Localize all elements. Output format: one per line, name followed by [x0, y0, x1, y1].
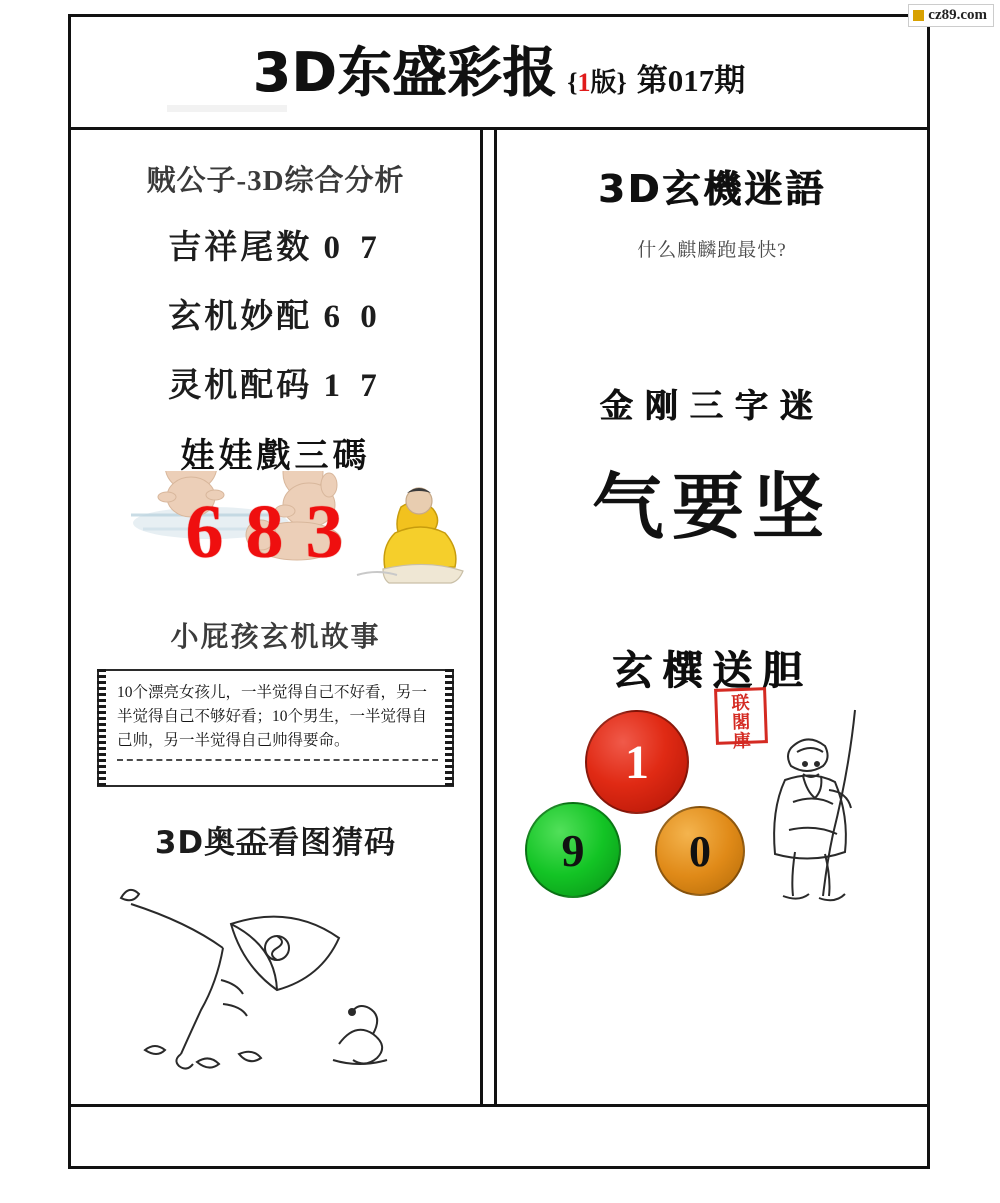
three-char-heading: 金刚三字迷	[599, 386, 825, 425]
ball-green: 9	[525, 802, 621, 898]
right-column	[497, 130, 927, 1104]
analysis-value-2: 6 0	[323, 299, 383, 335]
newspaper-page	[68, 14, 930, 1169]
story-box	[97, 669, 454, 787]
left-subtitle: 贼公子-3D综合分析	[146, 165, 405, 197]
watermark-square-icon	[913, 10, 924, 21]
version-badge	[567, 62, 627, 99]
riddle-heading: 3D玄機迷語	[598, 167, 826, 211]
column-gutter	[483, 130, 497, 1104]
guess-heading-b: 看图猜码	[268, 825, 397, 861]
version-number: 1	[577, 67, 591, 97]
seal-char-2: 閣	[731, 711, 751, 733]
analysis-row-1	[71, 221, 480, 268]
version-suffix: 版}	[590, 67, 627, 97]
seal-char-3: 庫	[732, 730, 752, 752]
version-prefix: {	[567, 67, 578, 97]
analysis-label-2: 玄机妙配	[168, 299, 313, 335]
dolls-heading: 娃娃戲三碼	[180, 436, 371, 476]
analysis-row-3	[71, 359, 480, 406]
riddle-illustration	[71, 864, 480, 1079]
dolls-numbers: 683	[185, 490, 366, 574]
ball-orange: 0	[655, 806, 745, 896]
page-body	[71, 130, 927, 1104]
watermark-badge	[908, 4, 994, 27]
story-divider	[117, 759, 438, 761]
guess-heading-strike: 盃	[236, 825, 269, 861]
page-header	[71, 17, 927, 130]
page-footer	[71, 1104, 927, 1166]
seal-char-1: 联	[731, 692, 750, 714]
zigzag-left-border	[97, 669, 106, 787]
story-text: 10个漂亮女孩儿，一半觉得自己不好看，另一半觉得自己不够好看；10个男生，一半觉得自己帅，另一半觉得自己帅得要命。	[117, 684, 428, 750]
issue-number: 第017期	[636, 62, 746, 98]
send-heading: 玄㯢送胆	[612, 648, 812, 694]
riddle-question: 什么麒麟跑最快?	[637, 240, 787, 261]
analysis-row-2	[71, 290, 480, 337]
sage-illustration	[737, 706, 897, 906]
page-title: 3D东盛彩报	[252, 40, 558, 104]
guess-heading-a: 3D奥	[154, 825, 237, 861]
analysis-label-3: 灵机配码	[168, 368, 313, 404]
zigzag-right-border	[445, 669, 454, 787]
analysis-value-1: 0 7	[323, 230, 383, 266]
analysis-value-3: 1 7	[323, 368, 383, 404]
story-heading: 小屁孩玄机故事	[170, 620, 381, 653]
lottery-balls	[497, 692, 927, 936]
three-char-value: 气要坚	[591, 465, 832, 549]
ball-red: 1	[585, 710, 689, 814]
riddle-illustration-svg	[71, 864, 483, 1079]
left-column	[71, 130, 483, 1104]
guess-heading	[71, 817, 480, 862]
watermark-text: cz89.com	[928, 7, 987, 23]
dolls-illustration	[71, 471, 480, 601]
analysis-label-1: 吉祥尾数	[168, 230, 313, 266]
